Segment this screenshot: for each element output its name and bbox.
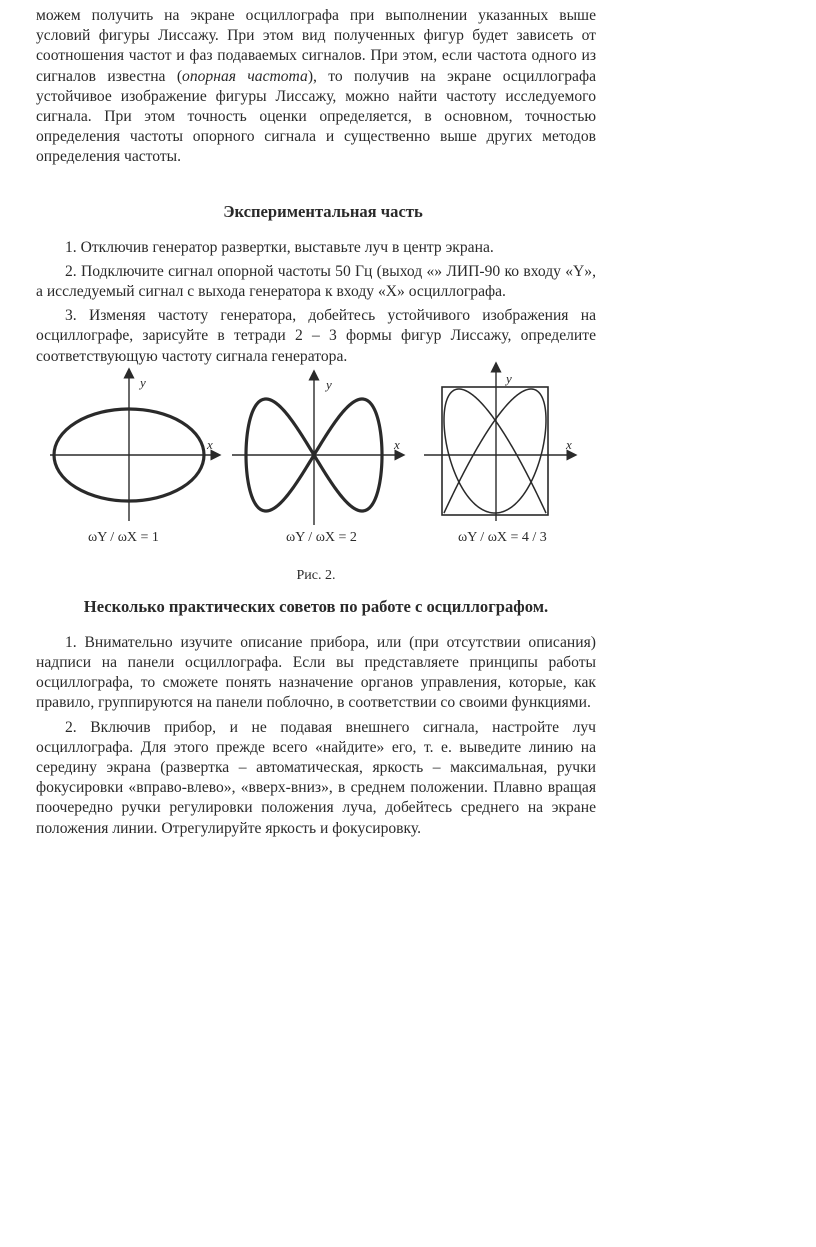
- intro-paragraph: [36, 6, 596, 168]
- tips-item-1: 1. Внимательно изучите описание прибора, или (при отсутствии описания) надписи на панели осциллографа. Если вы представляете принципы работы осциллографа, то сможете понять назначение органов управления, которые, как правило, группируются на панели поблочно, в соответствии со своими функциями.: [36, 633, 596, 712]
- x-label-3: x: [566, 436, 572, 452]
- experimental-item-2: 2. Подключите сигнал опорной частоты 50 Гц (выход «» ЛИП-90 ко входу «Y», а исследуемый сигнал с выхода генератора к входу «X» осциллографа.: [36, 262, 596, 301]
- ratio-label-3: ωY / ωX = 4 / 3: [458, 529, 547, 545]
- lissajous-svg: [36, 370, 596, 583]
- x-label-1: x: [207, 436, 213, 452]
- ratio-label-2: ωY / ωX = 2: [286, 529, 357, 545]
- document-page: [36, 6, 596, 843]
- lissajous-figure: [36, 370, 596, 583]
- experimental-heading: Экспериментальная часть: [223, 201, 423, 221]
- figure-caption: Рис. 2.: [296, 567, 336, 583]
- panel-ratio-1: [50, 373, 216, 545]
- lissajous-curve-3: [444, 389, 546, 513]
- y-label-1: y: [140, 374, 146, 390]
- ratio-label-1: ωY / ωX = 1: [88, 529, 159, 545]
- intro-term: опорная частота: [182, 67, 308, 85]
- panel-ratio-2: [232, 375, 400, 545]
- experimental-item-1: 1. Отключив генератор развертки, выставьте луч в центр экрана.: [65, 238, 494, 256]
- panel-ratio-4-3: [424, 367, 572, 545]
- intro-text-end: ), то получив на экране осциллографа устойчивое изображение фигуры Лиссажу, можно найти частоту исследуемого сигнала. При этом точность оценки определяется, в основном, точностью определения частоты опорного сигнала и существенно выше других методов определения частоты.: [36, 67, 596, 166]
- lissajous-frame-3: [442, 387, 548, 515]
- x-label-2: x: [394, 436, 400, 452]
- tips-item-2: 2. Включив прибор, и не подавая внешнего сигнала, настройте луч осциллографа. Для этого прежде всего «найдите» его, т. е. выведите линию на середину экрана (развертка – автоматическая, яркость – максимальная, ручки фокусировки «вправо-влево», «вверх-вниз», в среднем положении. Плавно вращая поочередно ручки регулировки положения луча, добейтесь среднего на экране положения линии. Отрегулируйте яркость и фокусировку.: [36, 718, 596, 837]
- y-label-3: y: [506, 370, 512, 386]
- y-label-2: y: [326, 376, 332, 392]
- intro-text-start: можем получить на экране осциллографа при выполнении указанных выше условий фигуры Лиссажу. При этом вид полученных фигур будет зависеть от соотношения частот и фаз подаваемых сигналов. При этом, если частота одного из сигналов известна (: [36, 7, 596, 85]
- tips-heading: Несколько практических советов по работе с осциллографом.: [83, 596, 549, 616]
- experimental-item-3: 3. Изменяя частоту генератора, добейтесь устойчивого изображения на осциллографе, зарисуйте в тетради 2 – 3 формы фигур Лиссажу, определите соответствующую частоту сигнала генератора.: [36, 307, 596, 365]
